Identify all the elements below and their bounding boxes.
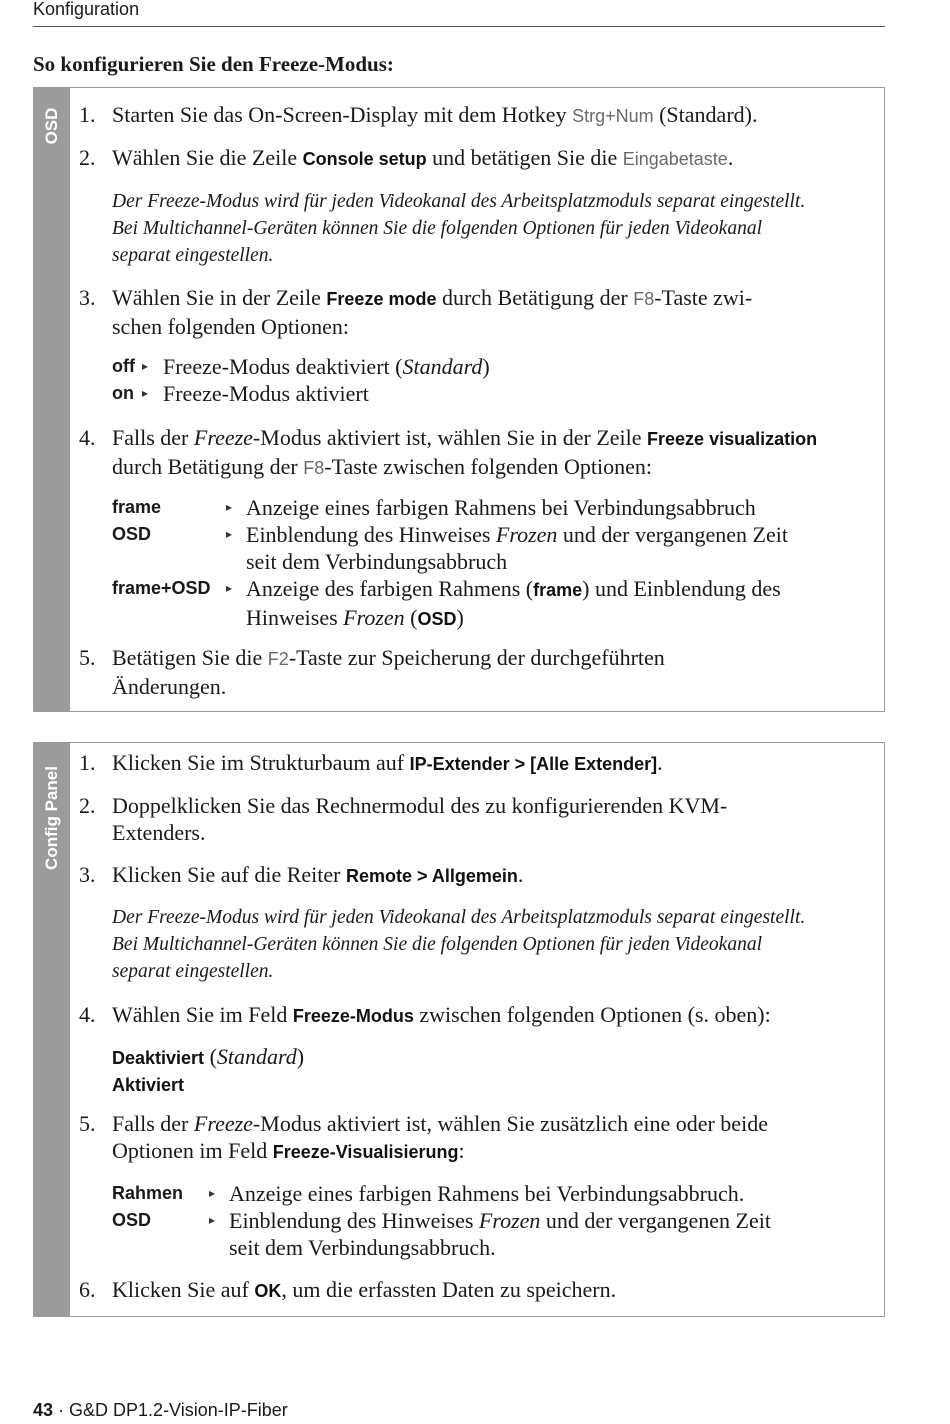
option-desc: seit dem Verbindungsabbruch xyxy=(246,549,508,574)
option-desc: Einblendung des Hinweises xyxy=(229,1208,479,1233)
note-line: Bei Multichannel-Geräten können Sie die folgenden Optionen für jeden Videokanal xyxy=(112,218,762,239)
config-panel-instructions-box xyxy=(33,742,885,1317)
menu-key: Console setup xyxy=(302,149,427,169)
option-key: off xyxy=(112,356,135,376)
step-text: Wählen Sie im Feld xyxy=(112,1002,293,1027)
step-number: 5. xyxy=(79,1111,96,1136)
step-text: . xyxy=(517,862,524,887)
step-text: Klicken Sie im Strukturbaum auf xyxy=(112,750,410,775)
step-text: Wählen Sie die Zeile xyxy=(112,145,303,170)
option-desc-italic: Standard xyxy=(216,1044,297,1069)
option-desc: Anzeige eines farbigen Rahmens bei Verbindungsabbruch xyxy=(246,495,756,520)
key-name: F8 xyxy=(303,458,325,478)
field-name: Freeze-Modus xyxy=(292,1006,414,1026)
running-head xyxy=(33,0,885,27)
option-desc: ( xyxy=(404,605,418,630)
option-key: on xyxy=(112,383,134,403)
key-name: Eingabetaste xyxy=(622,149,728,169)
step-text: -Taste zur Speicherung der durchgeführten xyxy=(288,645,665,670)
step-text: Wählen Sie in der Zeile xyxy=(112,285,327,310)
step-text: : xyxy=(458,1138,465,1163)
step-text: schen folgenden Optionen: xyxy=(112,314,350,339)
option-key: Deaktiviert xyxy=(112,1048,205,1068)
step-text: zwischen folgenden Optionen (s. oben): xyxy=(413,1002,771,1027)
option-desc: ( xyxy=(204,1044,217,1069)
triangle-right-icon: ▸ xyxy=(226,581,233,595)
osd-note xyxy=(112,188,872,269)
note-line: Der Freeze-Modus wird für jeden Videokanal des Arbeitsplatzmoduls separat eingestellt. xyxy=(112,907,806,928)
key-name: F2 xyxy=(267,649,289,669)
step-text: (Standard). xyxy=(653,102,758,127)
menu-key: Freeze visualization xyxy=(647,429,818,449)
step-number: 2. xyxy=(79,145,96,170)
option-key-inline: frame xyxy=(533,580,583,600)
option-desc: Einblendung des Hinweises xyxy=(246,522,496,547)
step-text: Betätigen Sie die xyxy=(112,645,268,670)
option-key: frame+OSD xyxy=(112,578,211,598)
step-text: Klicken Sie auf xyxy=(112,1277,255,1302)
page-footer xyxy=(33,1400,288,1421)
option-row xyxy=(112,1043,872,1072)
option-key: OSD xyxy=(112,1210,152,1230)
step-text: Starten Sie das On-Screen-Display mit dem Hotkey xyxy=(112,102,573,127)
option-key: Aktiviert xyxy=(112,1075,185,1095)
option-desc: und der vergangenen Zeit xyxy=(540,1208,771,1233)
menu-key: Freeze mode xyxy=(326,289,437,309)
triangle-right-icon: ▸ xyxy=(209,1186,216,1200)
step-text: und betätigen Sie die xyxy=(426,145,623,170)
option-desc: Anzeige des farbigen Rahmens ( xyxy=(246,576,534,601)
step-number: 1. xyxy=(79,750,96,775)
osd-side-label: OSD xyxy=(42,107,61,145)
step-number: 4. xyxy=(79,425,96,450)
option-desc: Freeze-Modus aktiviert xyxy=(163,381,369,406)
step-text: -Taste zwischen folgenden Optionen: xyxy=(324,454,652,479)
button-name: OK xyxy=(254,1281,282,1301)
config-panel-side-tab xyxy=(34,743,70,1316)
config-note xyxy=(112,904,872,985)
step-text-italic: Freeze- xyxy=(193,1111,261,1136)
step-text: Änderungen. xyxy=(112,674,227,699)
option-key-inline: OSD xyxy=(417,609,457,629)
step-text: Falls der xyxy=(112,425,194,450)
option-desc: ) xyxy=(456,605,464,630)
menu-path: IP-Extender > [Alle Extender] xyxy=(409,754,658,774)
step-number: 6. xyxy=(79,1277,96,1302)
running-title: Konfiguration xyxy=(33,0,140,19)
page-number: 43 xyxy=(33,1400,54,1420)
note-line: separat eingestellen. xyxy=(112,961,274,982)
option-desc-italic: Frozen xyxy=(478,1208,541,1233)
step-number: 5. xyxy=(79,645,96,670)
option-desc: Freeze-Modus deaktiviert ( xyxy=(163,354,403,379)
step-text: durch Betätigung der xyxy=(436,285,634,310)
step-text: . xyxy=(727,145,734,170)
option-desc: seit dem Verbindungsabbruch. xyxy=(229,1235,496,1260)
triangle-right-icon: ▸ xyxy=(142,386,149,400)
key-name: F8 xyxy=(633,289,655,309)
option-key: frame xyxy=(112,497,162,517)
field-name: Freeze-Visualisierung xyxy=(272,1142,459,1162)
option-desc-italic: Frozen xyxy=(495,522,558,547)
step-text: durch Betätigung der xyxy=(112,454,304,479)
option-key: OSD xyxy=(112,524,152,544)
product-name: G&D DP1.2-Vision-IP-Fiber xyxy=(69,1400,288,1420)
option-row xyxy=(112,1070,872,1099)
step-text: . xyxy=(657,750,663,775)
step-text: Falls der xyxy=(112,1111,194,1136)
option-desc-italic: Frozen xyxy=(343,605,405,630)
step-text: Klicken Sie auf die Reiter xyxy=(112,862,346,887)
step-text: Modus aktiviert ist, wählen Sie zusätzlich eine oder beide xyxy=(260,1111,768,1136)
option-desc: und der vergangenen Zeit xyxy=(557,522,788,547)
triangle-right-icon: ▸ xyxy=(226,500,233,514)
note-line: Der Freeze-Modus wird für jeden Videokanal des Arbeitsplatzmoduls separat eingestellt. xyxy=(112,191,806,212)
menu-path: Remote > Allgemein xyxy=(345,866,518,886)
option-desc-italic: Standard xyxy=(402,354,483,379)
option-desc: ) xyxy=(296,1044,305,1069)
step-number: 2. xyxy=(79,793,96,818)
osd-side-tab xyxy=(34,88,70,711)
option-desc: Anzeige eines farbigen Rahmens bei Verbindungsabbruch. xyxy=(229,1181,745,1206)
step-number: 3. xyxy=(79,862,96,887)
option-desc: ) xyxy=(482,354,490,379)
triangle-right-icon: ▸ xyxy=(142,359,149,373)
option-key: Rahmen xyxy=(112,1183,184,1203)
osd-instructions-box xyxy=(33,87,885,712)
step-text: Extenders. xyxy=(112,820,206,845)
triangle-right-icon: ▸ xyxy=(209,1213,216,1227)
section-title: So konfigurieren Sie den Freeze-Modus: xyxy=(33,52,394,76)
footer-separator: · xyxy=(53,1400,70,1420)
config-panel-side-label: Config Panel xyxy=(42,766,61,870)
step-text: , um die erfassten Daten zu speichern. xyxy=(281,1277,617,1302)
option-desc: ) und Einblendung des xyxy=(582,576,781,601)
step-text: Optionen im Feld xyxy=(112,1138,273,1163)
hotkey: Strg+Num xyxy=(572,106,654,126)
step-text: Modus aktiviert ist, wählen Sie in der Zeile xyxy=(260,425,648,450)
step-number: 1. xyxy=(79,102,96,127)
step-text: -Taste zwi- xyxy=(654,285,753,310)
option-desc: Hinweises xyxy=(246,605,344,630)
step-text: Doppelklicken Sie das Rechnermodul des zu konfigurierenden KVM- xyxy=(112,793,728,818)
step-number: 4. xyxy=(79,1002,96,1027)
step-text-italic: Freeze- xyxy=(193,425,261,450)
note-line: separat eingestellen. xyxy=(112,245,274,266)
triangle-right-icon: ▸ xyxy=(226,527,233,541)
note-line: Bei Multichannel-Geräten können Sie die folgenden Optionen für jeden Videokanal xyxy=(112,934,762,955)
step-number: 3. xyxy=(79,285,96,310)
